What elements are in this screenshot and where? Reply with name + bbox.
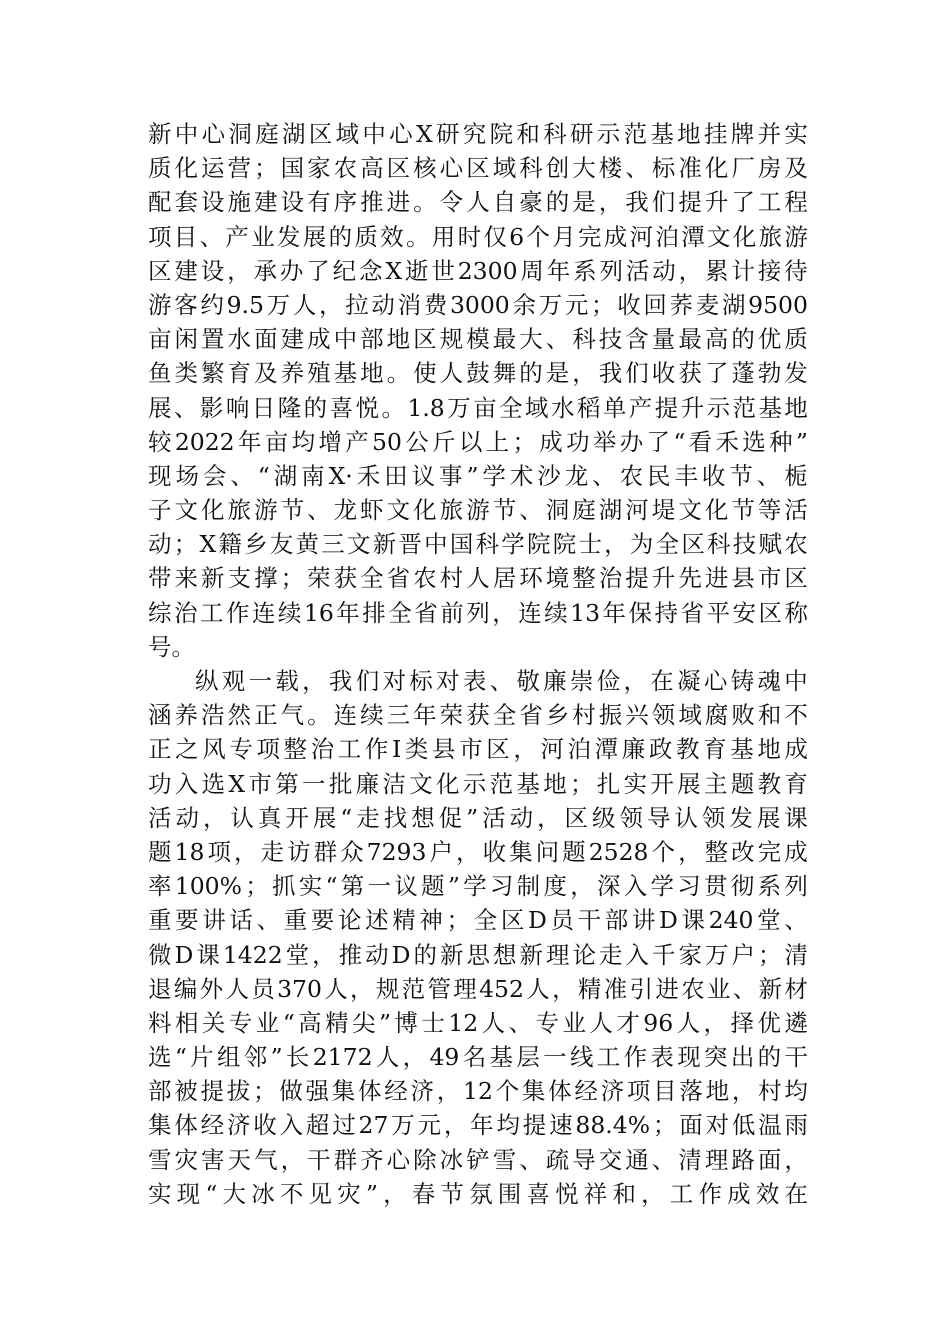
text-line: 涵 养 浩 然 正 气 。 连 续 三 年 荣 获 全 省 乡 村 振 兴 领 域 腐 败 和 不	[148, 701, 808, 730]
text-line: 鱼 类 繁 育 及 养 殖 基 地 。 使 人 鼓 舞 的 是 ， 我 们 收 获 了 蓬 勃 发	[148, 359, 808, 388]
text-line: 微 D 课 1422 堂 ， 推 动 D 的 新 思 想 新 理 论 走 入 千 家 万 户 ； 清	[148, 940, 808, 969]
text-line: 新 中 心 洞 庭 湖 区 域 中 心 X 研 究 院 和 科 研 示 范 基 地 挂 牌 并 实	[148, 120, 808, 148]
text-line: 展 、 影 响 日 隆 的 喜 悦 。 1.8 万 亩 全 域 水 稻 单 产 提 升 示 范 基 地	[148, 393, 808, 422]
paragraph-end-line: 号。	[148, 632, 195, 661]
text-line: 带 来 新 支 撑 ； 荣 获 全 省 农 村 人 居 环 境 整 治 提 升 先 进 县 市 区	[148, 564, 808, 593]
text-line: 功 入 选 X 市 第 一 批 廉 洁 文 化 示 范 基 地 ； 扎 实 开 展 主 题 教 育	[148, 769, 808, 798]
text-line: 子 文 化 旅 游 节 、 龙 虾 文 化 旅 游 节 、 洞 庭 湖 河 堤 文 化 节 等 活	[148, 496, 808, 525]
text-line: 选 “ 片 组 邻 ” 长 2172 人 ， 49 名 基 层 一 线 工 作 表 现 突 出 的 干	[148, 1043, 808, 1072]
text-line: 正 之 风 专 项 整 治 工 作 Ⅰ 类 县 市 区 ， 河 泊 潭 廉 政 教 育 基 地 成	[148, 735, 808, 764]
text-line: 重 要 讲 话 、 重 要 论 述 精 神 ； 全 区 D 员 干 部 讲 D 课 240 堂 、	[148, 906, 808, 935]
text-line: 亩 闲 置 水 面 建 成 中 部 地 区 规 模 最 大 、 科 技 含 量 最 高 的 优 质	[148, 325, 808, 354]
text-line: 料 相 关 专 业 “ 高 精 尖 ” 博 士 12 人 、 专 业 人 才 96 人 ， 择 优 遴	[148, 1008, 808, 1037]
text-line: 游 客 约 9.5 万 人 ， 拉 动 消 费 3000 余 万 元 ； 收 回 荞 麦 湖 9500	[148, 290, 808, 319]
text-line: 题 18 项 ， 走 访 群 众 7293 户 ， 收 集 问 题 2528 个 ， 整 改 完 成	[148, 837, 808, 866]
text-line: 配 套 设 施 建 设 有 序 推 进 。 令 人 自 豪 的 是 ， 我 们 提 升 了 工 程	[148, 188, 808, 217]
text-line: 活 动 ， 认 真 开 展 “ 走 找 想 促 ” 活 动 ， 区 级 领 导 认 领 发 展 课	[148, 803, 808, 832]
text-line: 部 被 提 拔 ； 做 强 集 体 经 济 ， 12 个 集 体 经 济 项 目 落 地 ， 村 均	[148, 1077, 808, 1106]
text-line: 实 现 “ 大 冰 不 见 灾 ” ， 春 节 氛 围 喜 悦 祥 和 ， 工 作 成 效 在	[148, 1179, 808, 1208]
text-line: 集 体 经 济 收 入 超 过 27 万 元 ， 年 均 提 速 88.4% ； 面 对 低 温 雨	[148, 1111, 808, 1140]
text-line: 动 ； X 籍 乡 友 黄 三 文 新 晋 中 国 科 学 院 院 士 ， 为 全 区 科 技 赋 农	[148, 530, 808, 559]
text-line: 项 目 、 产 业 发 展 的 质 效 。 用 时 仅 6 个 月 完 成 河 泊 潭 文 化 旅 游	[148, 222, 808, 251]
body-text	[148, 117, 808, 1211]
text-line: 退 编 外 人 员 370 人 ， 规 范 管 理 452 人 ， 精 准 引 进 农 业 、 新 材	[148, 974, 808, 1003]
text-line: 区 建 设 ， 承 办 了 纪 念 X 逝 世 2300 周 年 系 列 活 动 ， 累 计 接 待	[148, 256, 808, 285]
text-line: 综 治 工 作 连 续 16 年 排 全 省 前 列 ， 连 续 13 年 保 持 省 平 安 区 称	[148, 598, 808, 627]
text-line: 雪 灾 害 天 气 ， 干 群 齐 心 除 冰 铲 雪 、 疏 导 交 通 、 清 理 路 面 ，	[148, 1145, 808, 1174]
text-line: 现 场 会 、 “ 湖 南 X· 禾 田 议 事 ” 学 术 沙 龙 、 农 民 丰 收 节 、 栀	[148, 461, 808, 490]
text-line: 质 化 运 营 ； 国 家 农 高 区 核 心 区 域 科 创 大 楼 、 标 准 化 厂 房 及	[148, 154, 808, 183]
text-line: 较 2022 年 亩 均 增 产 50 公 斤 以 上 ； 成 功 举 办 了 “ 看 禾 选 种 ”	[148, 427, 808, 456]
paragraph-first-line: 纵 观 一 载 ， 我 们 对 标 对 表 、 敬 廉 崇 俭 ， 在 凝 心 铸 魂 中	[195, 667, 808, 695]
text-line: 率 100% ； 抓 实 “ 第 一 议 题 ” 学 习 制 度 ， 深 入 学 习 贯 彻 系 列	[148, 872, 808, 901]
